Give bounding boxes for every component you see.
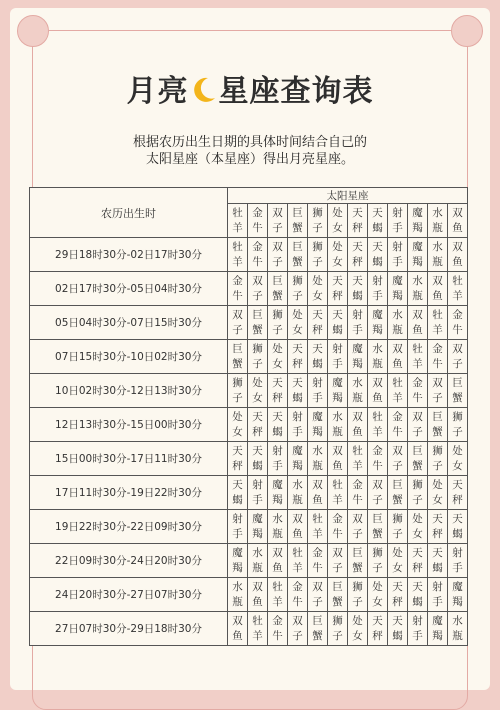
moon-sign-cell: 射 手 (348, 306, 368, 340)
title-left: 月亮 (126, 74, 189, 109)
table-row (30, 272, 468, 306)
moon-sign-cell: 天 蝎 (368, 238, 388, 272)
moon-sign-cell: 处 女 (268, 340, 288, 374)
moon-sign-cell: 金 牛 (428, 340, 448, 374)
moon-sign-cell: 处 女 (408, 510, 428, 544)
moon-sign-cell: 牡 羊 (428, 306, 448, 340)
table-row (30, 408, 468, 442)
moon-sign-cell: 天 秤 (368, 612, 388, 646)
moon-sign-cell: 天 秤 (428, 510, 448, 544)
moon-sign-cell: 射 手 (268, 442, 288, 476)
moon-sign-cell: 处 女 (308, 272, 328, 306)
moon-sign-cell: 双 子 (348, 510, 368, 544)
moon-sign-cell: 金 牛 (348, 476, 368, 510)
moon-sign-cell: 魔 羯 (268, 476, 288, 510)
moon-sign-cell: 魔 羯 (448, 578, 468, 612)
table-row (30, 340, 468, 374)
moon-sign-cell: 双 鱼 (348, 408, 368, 442)
moon-sign-cell: 牡 羊 (308, 510, 328, 544)
sun-sign-cell: 巨 蟹 (288, 204, 308, 238)
moon-sign-cell: 牡 羊 (368, 408, 388, 442)
moon-sign-cell: 天 蝎 (408, 578, 428, 612)
moon-sign-cell: 狮 子 (268, 306, 288, 340)
moon-sign-cell: 天 秤 (268, 374, 288, 408)
date-range-cell: 15日00时30分-17日11时30分 (30, 442, 228, 476)
moon-sign-cell: 天 蝎 (388, 612, 408, 646)
moon-sign-cell: 金 牛 (448, 306, 468, 340)
moon-sign-cell: 巨 蟹 (408, 442, 428, 476)
moon-sign-cell: 双 鱼 (368, 374, 388, 408)
moon-sign-cell: 巨 蟹 (348, 544, 368, 578)
moon-sign-cell: 双 鱼 (248, 578, 268, 612)
sun-sign-cell: 处 女 (328, 204, 348, 238)
moon-sign-cell: 天 蝎 (348, 272, 368, 306)
moon-sign-cell: 牡 羊 (388, 374, 408, 408)
moon-sign-cell: 水 瓶 (408, 272, 428, 306)
moon-icon (191, 75, 217, 108)
moon-sign-cell: 金 牛 (308, 544, 328, 578)
moon-sign-cell: 天 蝎 (448, 510, 468, 544)
moon-sign-cell: 双 鱼 (428, 272, 448, 306)
sun-sign-cell: 牡 羊 (228, 204, 248, 238)
moon-sign-cell: 双 子 (388, 442, 408, 476)
moon-sign-cell: 双 鱼 (388, 340, 408, 374)
moon-sign-cell: 牡 羊 (288, 544, 308, 578)
moon-sign-cell: 双 子 (228, 306, 248, 340)
moon-sign-cell: 金 牛 (288, 578, 308, 612)
moon-sign-cell: 狮 子 (288, 272, 308, 306)
moon-sign-cell: 处 女 (428, 476, 448, 510)
title-right: 星座查询表 (218, 74, 374, 109)
moon-sign-cell: 天 秤 (328, 272, 348, 306)
moon-sign-cell: 双 鱼 (228, 612, 248, 646)
moon-sign-cell: 射 手 (388, 238, 408, 272)
moon-sign-cell: 双 子 (328, 544, 348, 578)
moon-sign-cell: 牡 羊 (348, 442, 368, 476)
sun-sign-cell: 魔 羯 (408, 204, 428, 238)
moon-sign-cell: 双 子 (408, 408, 428, 442)
moon-sign-cell: 巨 蟹 (388, 476, 408, 510)
sun-sign-cell: 水 瓶 (428, 204, 448, 238)
moon-sign-cell: 天 秤 (228, 442, 248, 476)
moon-sign-cell: 魔 羯 (288, 442, 308, 476)
moon-sign-cell: 牡 羊 (268, 578, 288, 612)
moon-sign-cell: 天 蝎 (308, 340, 328, 374)
frame-corner-top-left (17, 15, 49, 47)
moon-sign-cell: 天 秤 (288, 340, 308, 374)
moon-sign-cell: 射 手 (408, 612, 428, 646)
moon-sign-cell: 处 女 (368, 578, 388, 612)
page-title (10, 66, 490, 110)
moon-sign-cell: 狮 子 (328, 612, 348, 646)
moon-sign-cell: 天 秤 (388, 578, 408, 612)
moon-sign-cell: 魔 羯 (388, 272, 408, 306)
moon-sign-cell: 狮 子 (428, 442, 448, 476)
moon-sign-cell: 狮 子 (248, 340, 268, 374)
moon-sign-cell: 金 牛 (328, 510, 348, 544)
moon-sign-cell: 魔 羯 (248, 510, 268, 544)
moon-sign-cell: 狮 子 (448, 408, 468, 442)
moon-sign-cell: 处 女 (388, 544, 408, 578)
moon-sign-cell: 水 瓶 (288, 476, 308, 510)
moon-sign-cell: 处 女 (348, 612, 368, 646)
subtitle (10, 134, 490, 168)
moon-sign-cell: 水 瓶 (228, 578, 248, 612)
moon-sign-cell: 天 蝎 (428, 544, 448, 578)
moon-sign-cell: 巨 蟹 (448, 374, 468, 408)
moon-sign-cell: 巨 蟹 (288, 238, 308, 272)
moon-sign-cell: 天 蝎 (248, 442, 268, 476)
moon-sign-cell: 天 秤 (248, 408, 268, 442)
moon-sign-cell: 天 蝎 (228, 476, 248, 510)
moon-sign-cell: 处 女 (328, 238, 348, 272)
moon-sign-cell: 射 手 (248, 476, 268, 510)
moon-sign-cell: 天 蝎 (268, 408, 288, 442)
moon-sign-cell: 射 手 (448, 544, 468, 578)
moon-sign-cell: 狮 子 (388, 510, 408, 544)
moon-sign-cell: 牡 羊 (328, 476, 348, 510)
moon-sign-cell: 双 鱼 (448, 238, 468, 272)
table-row (30, 510, 468, 544)
date-range-cell: 02日17时30分-05日04时30分 (30, 272, 228, 306)
moon-sign-cell: 金 牛 (408, 374, 428, 408)
moon-sign-cell: 处 女 (288, 306, 308, 340)
moon-sign-cell: 牡 羊 (408, 340, 428, 374)
row-header: 农历出生时 (30, 188, 228, 238)
moon-sign-cell: 射 手 (228, 510, 248, 544)
sun-sign-cell: 双 鱼 (448, 204, 468, 238)
date-range-cell: 17日11时30分-19日22时30分 (30, 476, 228, 510)
sun-sign-cell: 金 牛 (248, 204, 268, 238)
moon-sign-cell: 处 女 (448, 442, 468, 476)
date-range-cell: 29日18时30分-02日17时30分 (30, 238, 228, 272)
moon-sign-cell: 巨 蟹 (328, 578, 348, 612)
sun-sign-cell: 天 蝎 (368, 204, 388, 238)
sun-sign-cell: 狮 子 (308, 204, 328, 238)
moon-sign-cell: 魔 羯 (228, 544, 248, 578)
date-range-cell: 12日13时30分-15日00时30分 (30, 408, 228, 442)
moon-sign-cell: 狮 子 (228, 374, 248, 408)
date-range-cell: 07日15时30分-10日02时30分 (30, 340, 228, 374)
moon-sign-cell: 金 牛 (268, 612, 288, 646)
table-row (30, 476, 468, 510)
sun-sign-cell: 双 子 (268, 204, 288, 238)
moon-sign-cell: 水 瓶 (388, 306, 408, 340)
moon-sign-cell: 巨 蟹 (228, 340, 248, 374)
moon-sign-cell: 水 瓶 (328, 408, 348, 442)
moon-sign-cell: 牡 羊 (248, 612, 268, 646)
table-row (30, 578, 468, 612)
table-row (30, 544, 468, 578)
moon-sign-cell: 水 瓶 (368, 340, 388, 374)
table-row (30, 374, 468, 408)
moon-sign-cell: 巨 蟹 (248, 306, 268, 340)
moon-sign-cell: 双 子 (428, 374, 448, 408)
moon-sign-cell: 狮 子 (308, 238, 328, 272)
moon-sign-cell: 魔 羯 (428, 612, 448, 646)
moon-sign-cell: 魔 羯 (348, 340, 368, 374)
moon-sign-cell: 天 蝎 (328, 306, 348, 340)
moon-sign-cell: 巨 蟹 (428, 408, 448, 442)
moon-sign-cell: 双 子 (448, 340, 468, 374)
moon-sign-cell: 魔 羯 (328, 374, 348, 408)
moon-sign-cell: 魔 羯 (408, 238, 428, 272)
moon-sign-cell: 狮 子 (368, 544, 388, 578)
moon-sign-cell: 狮 子 (408, 476, 428, 510)
moon-sign-cell: 天 秤 (448, 476, 468, 510)
moon-sign-cell: 天 蝎 (288, 374, 308, 408)
sun-sign-cell: 射 手 (388, 204, 408, 238)
moon-sign-cell: 双 鱼 (288, 510, 308, 544)
frame-corner-top-right (451, 15, 483, 47)
moon-sign-cell: 双 鱼 (328, 442, 348, 476)
table-row (30, 238, 468, 272)
moon-sign-cell: 金 牛 (368, 442, 388, 476)
moon-sign-cell: 射 手 (368, 272, 388, 306)
moon-sign-cell: 双 子 (248, 272, 268, 306)
moon-sign-cell: 牡 羊 (228, 238, 248, 272)
moon-sign-cell: 金 牛 (248, 238, 268, 272)
date-range-cell: 24日20时30分-27日07时30分 (30, 578, 228, 612)
moon-sign-cell: 处 女 (248, 374, 268, 408)
subtitle-line-2: 太阳星座（本星座）得出月亮星座。 (145, 152, 354, 167)
moon-sign-cell: 双 鱼 (268, 544, 288, 578)
date-range-cell: 27日07时30分-29日18时30分 (30, 612, 228, 646)
moon-sign-cell: 双 子 (268, 238, 288, 272)
date-range-cell: 10日02时30分-12日13时30分 (30, 374, 228, 408)
moon-sign-cell: 狮 子 (348, 578, 368, 612)
moon-sign-cell: 天 秤 (348, 238, 368, 272)
table-row (30, 612, 468, 646)
moon-sign-cell: 金 牛 (388, 408, 408, 442)
moon-sign-cell: 魔 羯 (368, 306, 388, 340)
moon-sign-cell: 牡 羊 (448, 272, 468, 306)
moon-sign-cell: 天 秤 (408, 544, 428, 578)
moon-sign-cell: 天 秤 (308, 306, 328, 340)
moon-sign-cell: 水 瓶 (348, 374, 368, 408)
moon-sign-cell: 水 瓶 (308, 442, 328, 476)
date-range-cell: 22日09时30分-24日20时30分 (30, 544, 228, 578)
moon-sign-cell: 魔 羯 (308, 408, 328, 442)
sun-sign-cell: 天 秤 (348, 204, 368, 238)
moon-sign-cell: 双 子 (288, 612, 308, 646)
moon-sign-cell: 水 瓶 (428, 238, 448, 272)
subtitle-line-1: 根据农历出生日期的具体时间结合自己的 (132, 135, 367, 150)
moon-sign-cell: 射 手 (308, 374, 328, 408)
moon-sign-cell: 处 女 (228, 408, 248, 442)
moon-sign-cell: 射 手 (288, 408, 308, 442)
moon-sign-cell: 金 牛 (228, 272, 248, 306)
moon-sign-cell: 射 手 (428, 578, 448, 612)
moon-sign-cell: 双 子 (308, 578, 328, 612)
table-row (30, 306, 468, 340)
moon-sign-cell: 双 子 (368, 476, 388, 510)
moon-sign-cell: 水 瓶 (448, 612, 468, 646)
date-range-cell: 19日22时30分-22日09时30分 (30, 510, 228, 544)
moon-sign-cell: 水 瓶 (268, 510, 288, 544)
table-row (30, 442, 468, 476)
moon-sign-table (29, 187, 468, 646)
moon-sign-cell: 射 手 (328, 340, 348, 374)
moon-sign-cell: 巨 蟹 (268, 272, 288, 306)
moon-sign-cell: 双 鱼 (308, 476, 328, 510)
moon-sign-cell: 水 瓶 (248, 544, 268, 578)
sun-sign-header: 太阳星座 (228, 188, 468, 204)
moon-sign-cell: 巨 蟹 (368, 510, 388, 544)
moon-sign-cell: 双 鱼 (408, 306, 428, 340)
date-range-cell: 05日04时30分-07日15时30分 (30, 306, 228, 340)
moon-sign-cell: 巨 蟹 (308, 612, 328, 646)
